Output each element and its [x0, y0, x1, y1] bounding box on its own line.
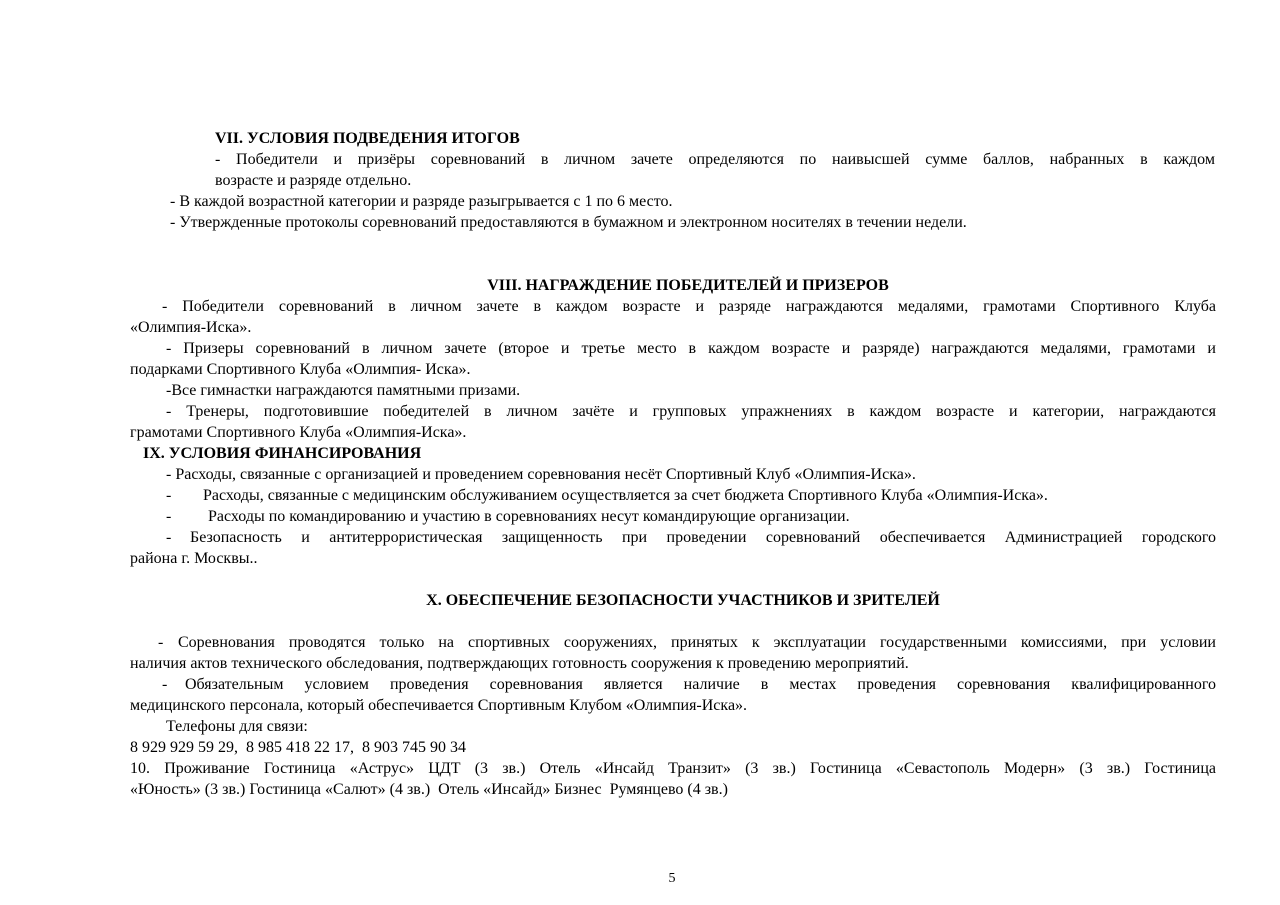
section-8-p1-line1: - Победители соревнований в личном зачете в каждом возрасте и разряде награждаются медалями, грамотами Спортивного Клуба: [162, 298, 1216, 315]
lodging-line1: 10. Проживание Гостиница «Аструс» ЦДТ (3 зв.) Отель «Инсайд Транзит» (3 зв.) Гостиница «Севастополь Модерн» (3 зв.) Гостиница: [130, 760, 1216, 777]
section-8-p4-line2: грамотами Спортивного Клуба «Олимпия-Иска».: [130, 424, 467, 441]
section-9-p3-dash: -: [166, 508, 172, 525]
section-9-heading: IX. УСЛОВИЯ ФИНАНСИРОВАНИЯ: [143, 445, 422, 462]
section-8-p3: -Все гимнастки награждаются памятными призами.: [166, 382, 521, 399]
section-10-p1-dash: -: [158, 634, 164, 651]
section-9-p4-line1: Безопасность и антитеррористическая защищенность при проведении соревнований обеспечивается Администрацией городского: [190, 529, 1216, 546]
section-9-p2: Расходы, связанные с медицинским обслуживанием осуществляется за счет бюджета Спортивного Клуба «Олимпия-Иска».: [203, 487, 1048, 504]
phones-label: Телефоны для связи:: [166, 718, 308, 735]
section-10-p1-line2: наличия актов технического обследования, подтверждающих готовность сооружения к проведению мероприятий.: [130, 655, 909, 672]
section-10-p2-line1: Обязательным условием проведения соревнования является наличие в местах проведения соревнования квалифицированного: [185, 676, 1216, 693]
section-8-heading: VIII. НАГРАЖДЕНИЕ ПОБЕДИТЕЛЕЙ И ПРИЗЕРОВ: [487, 277, 889, 294]
section-9-p3: Расходы по командированию и участию в соревнованиях несут командирующие организации.: [208, 508, 850, 525]
lodging-line2: «Юность» (3 зв.) Гостиница «Салют» (4 зв.) Отель «Инсайд» Бизнес Румянцево (4 зв.): [130, 781, 728, 798]
section-7-p2: - В каждой возрастной категории и разряде разыгрывается с 1 по 6 место.: [170, 193, 673, 210]
section-9-p4-line2: района г. Москвы..: [130, 550, 258, 567]
section-7-p1-line1: - Победители и призёры соревнований в личном зачете определяются по наивысшей сумме баллов, набранных в каждом: [215, 151, 1215, 168]
section-7-p1-line2: возрасте и разряде отдельно.: [215, 172, 412, 189]
section-8-p2-line2: подарками Спортивного Клуба «Олимпия- Иска».: [130, 361, 471, 378]
section-10-p1-line1: Соревнования проводятся только на спортивных сооружениях, принятых к эксплуатации государственными комиссиями, при условии: [178, 634, 1216, 651]
section-10-heading: X. ОБЕСПЕЧЕНИЕ БЕЗОПАСНОСТИ УЧАСТНИКОВ И ЗРИТЕЛЕЙ: [426, 592, 940, 609]
section-8-p2-line1: - Призеры соревнований в личном зачете (второе и третье место в каждом возрасте и разряде) награждаются медалями, грамотами и: [166, 340, 1216, 357]
section-8-p1-line2: «Олимпия-Иска».: [130, 319, 252, 336]
section-10-p2-dash: -: [162, 676, 168, 693]
section-8-p4-line1: - Тренеры, подготовившие победителей в личном зачёте и групповых упражнениях в каждом возрасте и категории, награждаются: [166, 403, 1216, 420]
section-7-p3: - Утвержденные протоколы соревнований предоставляются в бумажном и электронном носителях в течении недели.: [170, 214, 967, 231]
section-9-p1: - Расходы, связанные с организацией и проведением соревнования несёт Спортивный Клуб «Олимпия-Иска».: [166, 466, 916, 483]
section-7-heading: VII. УСЛОВИЯ ПОДВЕДЕНИЯ ИТОГОВ: [215, 130, 520, 147]
section-9-p4-dash: -: [166, 529, 172, 546]
section-10-p2-line2: медицинского персонала, который обеспечивается Спортивным Клубом «Олимпия-Иска».: [130, 697, 748, 714]
phone-numbers: 8 929 929 59 29, 8 985 418 22 17, 8 903 745 90 34: [130, 739, 466, 756]
section-9-p2-dash: -: [166, 487, 172, 504]
page-number: 5: [668, 871, 676, 886]
